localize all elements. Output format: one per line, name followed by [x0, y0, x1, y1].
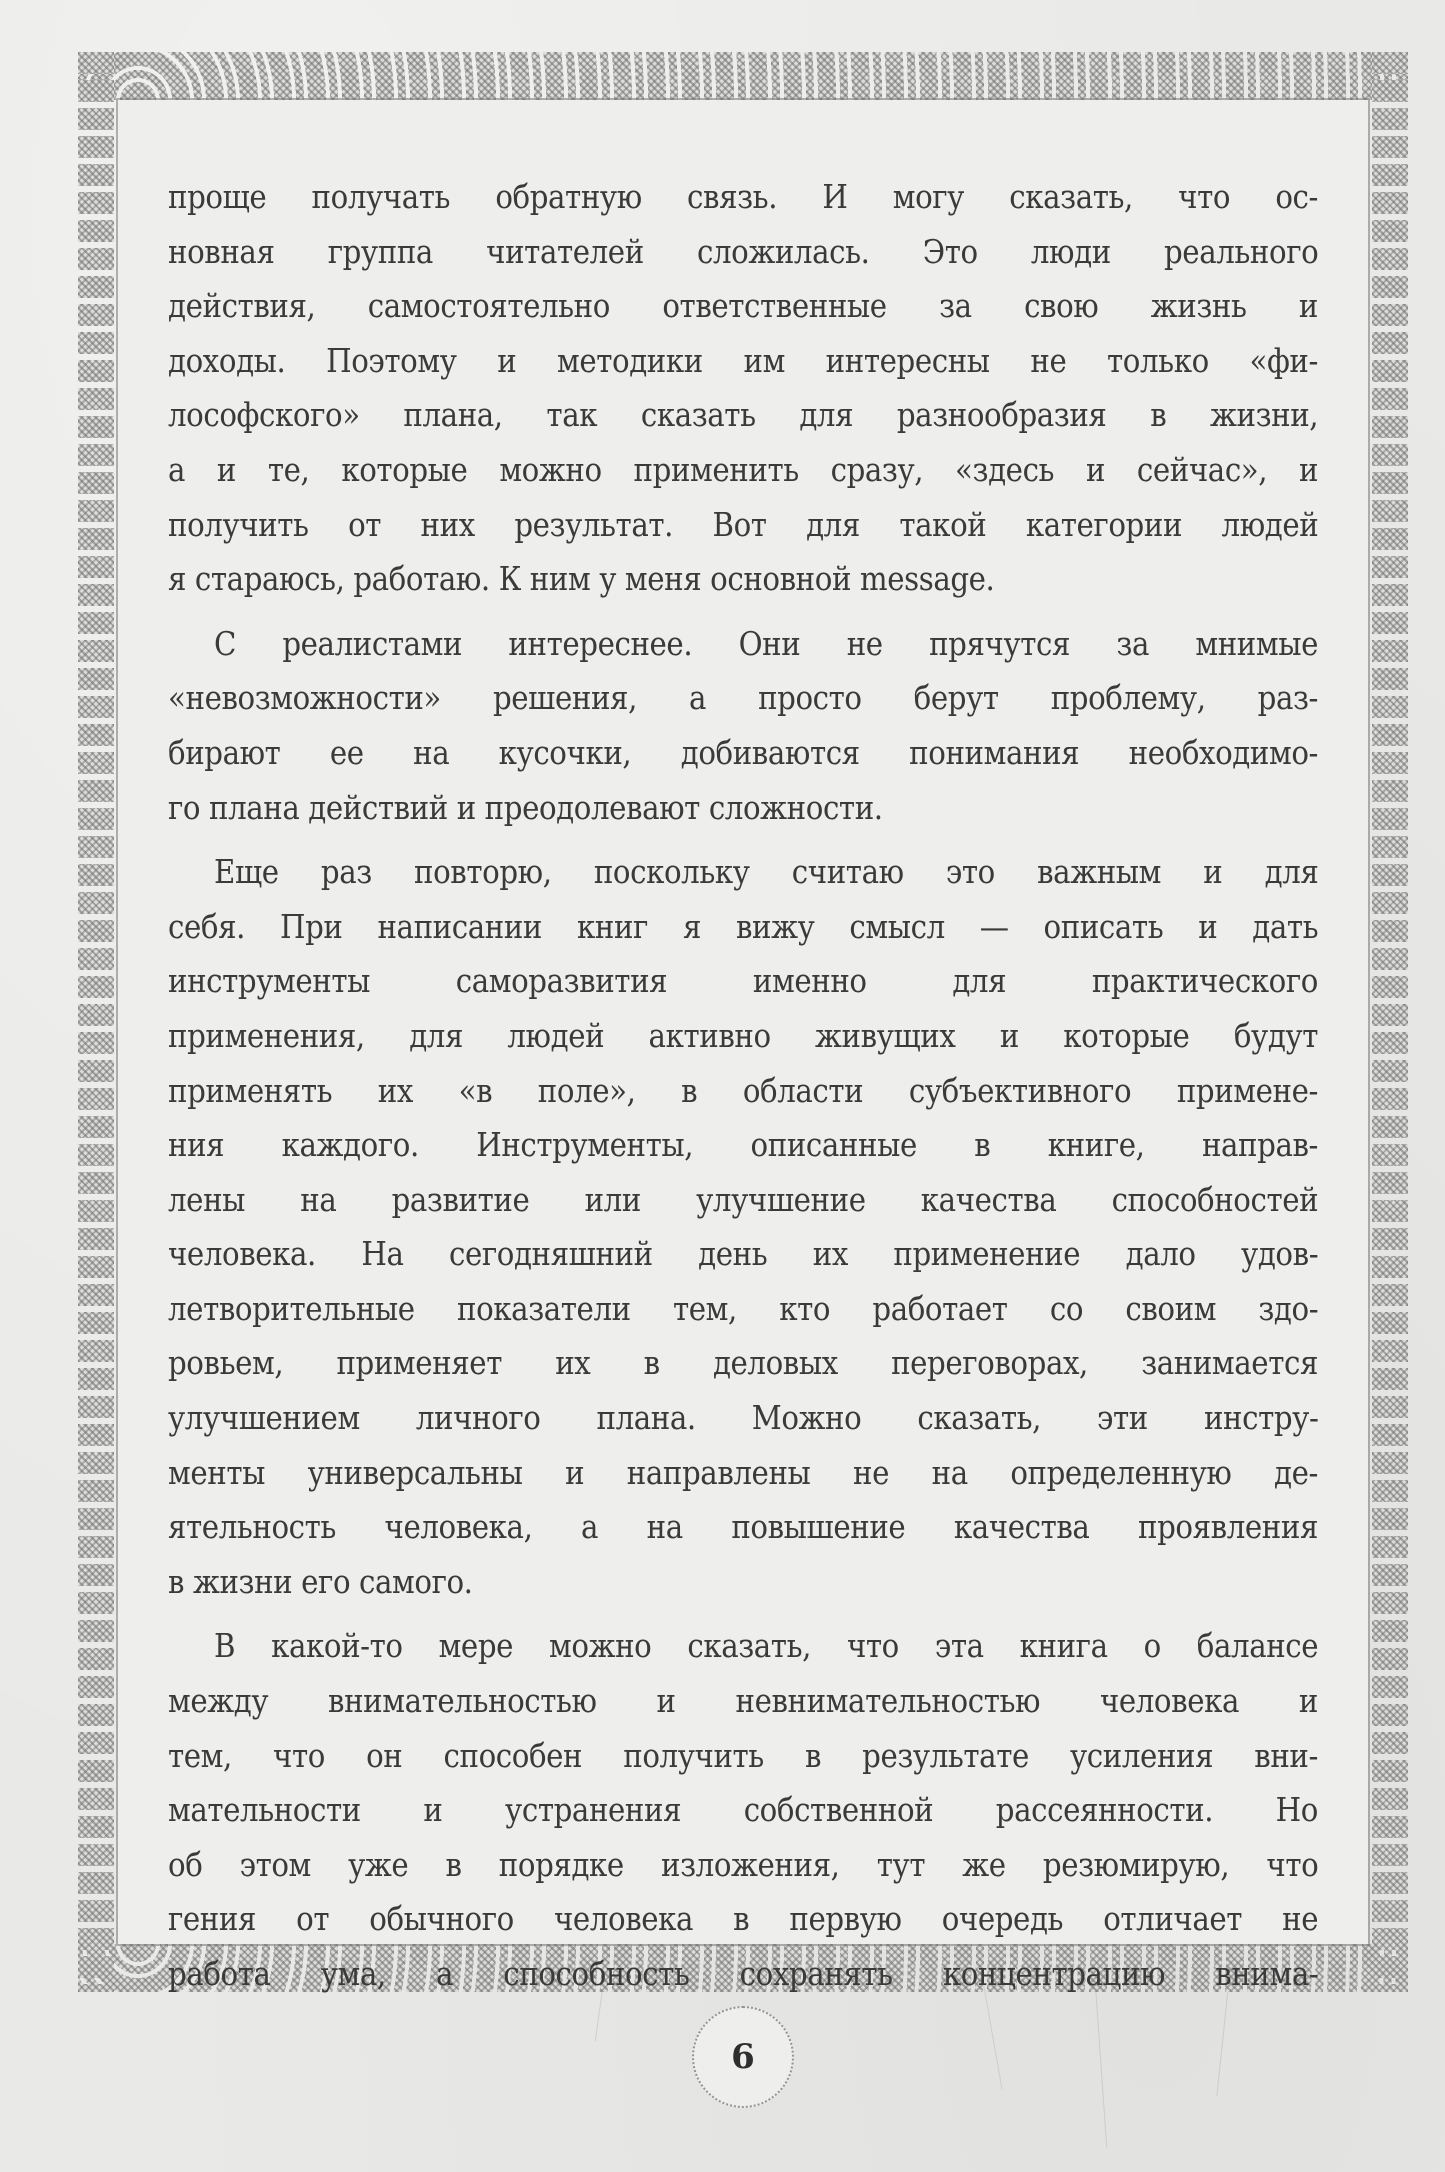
page-body-text: [168, 170, 1318, 2002]
text-line: получить от них результат. Вот для такой категории людей: [168, 505, 1319, 544]
text-line: ятельность человека, а на повышение качества проявления: [168, 1508, 1318, 1547]
text-line: лены на развитие или улучшение качества способностей: [168, 1180, 1319, 1219]
text-line: себя. При написании книг я вижу смысл — описать и дать: [168, 907, 1319, 946]
text-line: в жизни его самого.: [168, 1562, 473, 1601]
ornament-border-left: [78, 52, 114, 1992]
text-line: ровьем, применяет их в деловых переговорах, занимается: [168, 1344, 1318, 1383]
ornament-border-right: [1372, 52, 1408, 1992]
text-line: я стараюсь, работаю. К ним у меня основной message.: [168, 560, 995, 599]
paragraph-3: [168, 845, 1318, 1609]
text-line: лософского» плана, так сказать для разнообразия в жизни,: [168, 396, 1319, 435]
text-line: «невозможности» решения, а просто берут проблему, раз-: [168, 679, 1318, 718]
text-line: применять их «в поле», в области субъективного примене-: [168, 1071, 1318, 1110]
text-line: бирают ее на кусочки, добиваются понимания необходимо-: [168, 733, 1318, 772]
ornament-border-top: [78, 52, 1408, 100]
text-line: а и те, которые можно применить сразу, «здесь и сейчас», и: [168, 450, 1319, 489]
paragraph-4: [168, 1619, 1318, 2001]
text-line: об этом уже в порядке изложения, тут же резюмирую, что: [168, 1845, 1319, 1884]
text-line: С реалистами интереснее. Они не прячутся за мнимые: [214, 624, 1318, 663]
text-line: действия, самостоятельно ответственные за свою жизнь и: [168, 287, 1318, 326]
text-line: человека. На сегодняшний день их применение дало удов-: [168, 1235, 1319, 1274]
text-line: проще получать обратную связь. И могу сказать, что ос-: [168, 178, 1318, 216]
text-line: инструменты саморазвития именно для практического: [168, 962, 1318, 1001]
text-line: В какой-то мере можно сказать, что эта книга о балансе: [214, 1627, 1319, 1666]
text-line: менты универсальны и направлены не на определенную де-: [168, 1453, 1318, 1492]
text-line: го плана действий и преодолевают сложности.: [168, 788, 883, 827]
page-number: 6: [731, 2037, 755, 2077]
text-line: новная группа читателей сложилась. Это люди реального: [168, 232, 1319, 271]
paragraph-1: [168, 170, 1318, 607]
text-line: улучшением личного плана. Можно сказать, эти инстру-: [168, 1399, 1319, 1438]
text-line: Еще раз повторю, поскольку считаю это важным и для: [214, 853, 1319, 892]
page-number-medallion: [692, 2006, 794, 2108]
text-line: доходы. Поэтому и методики им интересны не только «фи-: [168, 341, 1318, 380]
text-line: ния каждого. Инструменты, описанные в книге, направ-: [168, 1126, 1318, 1165]
text-line: мательности и устранения собственной рассеянности. Но: [168, 1791, 1318, 1830]
text-line: летворительные показатели тем, кто работает со своим здо-: [168, 1289, 1319, 1328]
text-line: применения, для людей активно живущих и которые будут: [168, 1016, 1318, 1055]
text-line: работа ума, а способность сохранять концентрацию внима-: [168, 1955, 1319, 1993]
text-line: между внимательностью и невнимательностью человека и: [168, 1682, 1318, 1721]
text-line: тем, что он способен получить в результате усиления вни-: [168, 1736, 1318, 1775]
text-line: гения от обычного человека в первую очередь отличает не: [168, 1900, 1319, 1939]
paragraph-2: [168, 617, 1318, 835]
